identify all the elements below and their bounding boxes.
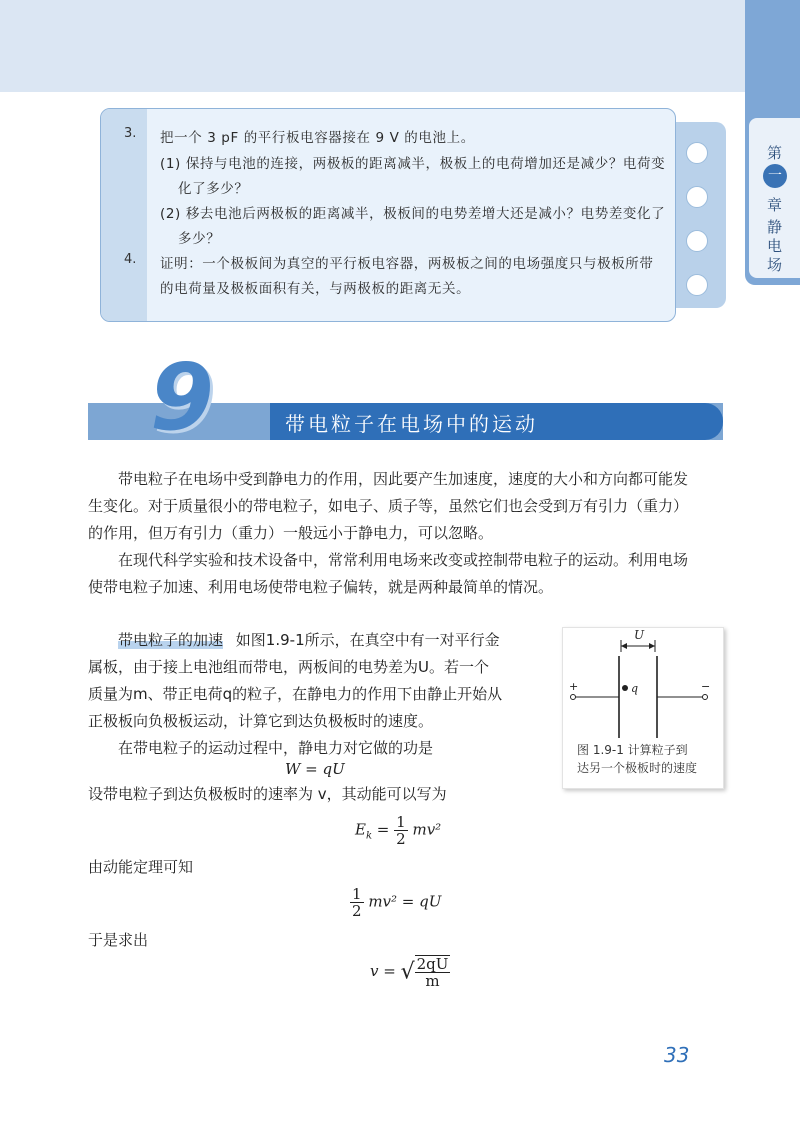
paragraph-4: 在带电粒子的运动过程中，静电力对它做的功是 <box>118 739 434 757</box>
label-plus: + <box>569 680 579 693</box>
paragraph-1-line-1: 带电粒子在电场中受到静电力的作用，因此要产生加速度，速度的大小和方向都可能发 <box>118 470 689 488</box>
paragraph-3-line-2: 属板，由于接上电池组而带电，两板间的电势差为U。若一个 <box>88 658 489 676</box>
formula-symbol: E <box>355 820 366 839</box>
paragraph-7: 于是求出 <box>88 931 149 949</box>
section-number: 9 <box>150 344 215 451</box>
header-band <box>0 0 745 92</box>
exercise-3-part1-line1: (1) 保持与电池的连接，两极板的距离减半，极板上的电荷增加还是减少？电荷变 <box>160 156 666 172</box>
formula-rhs: mv² <box>412 820 442 839</box>
fraction-denominator: m <box>425 972 440 990</box>
chapter-name-char: 电 <box>766 237 782 255</box>
chapter-zhang: 章 <box>766 196 782 214</box>
chapter-tab-inner <box>749 118 800 278</box>
exercise-3-text: 把一个 3 pF 的平行板电容器接在 9 V 的电池上。 <box>160 130 475 146</box>
exercise-3-part1-line2: 化了多少？ <box>178 181 249 197</box>
chapter-side-tab <box>745 0 800 285</box>
binder-hole <box>686 142 708 164</box>
figure-caption-line-1: 图 1.9-1 计算粒子到 <box>577 743 688 757</box>
paragraph-1-line-2: 生变化。对于质量很小的带电粒子，如电子、质子等，虽然它们也会受到万有引力（重力） <box>88 497 689 515</box>
paragraph-3-line-3: 质量为m、带正电荷q的粒子，在静电力的作用下由静止开始从 <box>88 685 503 703</box>
formula-fraction <box>394 814 408 847</box>
fraction-denominator: 2 <box>352 902 362 920</box>
fraction-numerator: 1 <box>396 813 406 831</box>
exercise-number-4: 4. <box>124 252 137 267</box>
formula-subscript: k <box>365 830 373 842</box>
paragraph-2-line-2: 使带电粒子加速、利用电场使带电粒子偏转，就是两种最简单的情况。 <box>88 578 554 596</box>
binder-hole <box>686 186 708 208</box>
exercise-number-3: 3. <box>124 126 137 141</box>
paragraph-2-line-1: 在现代科学实验和技术设备中，常常利用电场来改变或控制带电粒子的运动。利用电场 <box>118 551 689 569</box>
binder-hole <box>686 274 708 296</box>
exercise-4-line2: 的电荷量及极板面积有关，与两极板的距离无关。 <box>160 281 471 297</box>
paragraph-1-line-3: 的作用，但万有引力（重力）一般远小于静电力，可以忽略。 <box>88 524 494 542</box>
exercise-3-part2-line1: (2) 移去电池后两极板的距离减半，极板间的电势差增大还是减小？电势差变化了 <box>160 206 666 222</box>
paragraph-3-line-4: 正极板向负极板运动，计算它到达负极板时的速度。 <box>88 712 434 730</box>
formula-equals: = <box>376 820 390 839</box>
section-title: 带电粒子在电场中的运动 <box>285 412 538 436</box>
chapter-name-char: 静 <box>766 218 782 236</box>
chapter-name <box>749 218 800 275</box>
formula-velocity <box>370 955 450 989</box>
charged-particle <box>622 685 628 691</box>
formula-work: W = qU <box>285 760 345 778</box>
sqrt-symbol: √ <box>400 959 415 985</box>
label-u: U <box>634 628 645 642</box>
formula-rhs: mv² = qU <box>368 892 442 911</box>
formula-lhs: v = <box>370 962 396 980</box>
formula-kinetic-energy <box>355 814 441 847</box>
exercise-4-line1: 证明：一个极板间为真空的平行板电容器，两极板之间的电场强度只与极板所带 <box>160 256 654 272</box>
fraction-denominator: 2 <box>396 830 406 848</box>
fraction-numerator: 2qU <box>416 955 449 973</box>
paragraph-3-text: 如图1.9-1所示，在真空中有一对平行金 <box>235 631 500 649</box>
chapter-name-char: 场 <box>766 256 782 274</box>
label-minus: − <box>701 680 711 693</box>
figure-caption-line-2: 达另一个极板时的速度 <box>577 761 698 775</box>
page-number: 33 <box>664 1043 690 1067</box>
chapter-number-badge: 一 <box>763 164 787 188</box>
formula-fraction <box>350 886 364 919</box>
chapter-di: 第 <box>766 144 782 162</box>
paragraph-5: 设带电粒子到达负极板时的速率为 v，其动能可以写为 <box>88 785 447 803</box>
exercise-3-part2-line2: 多少？ <box>178 231 221 247</box>
label-q: q <box>631 682 639 695</box>
fraction-numerator: 1 <box>352 885 362 903</box>
formula-energy-theorem <box>350 886 441 919</box>
formula-fraction <box>415 955 451 989</box>
paragraph-3-line-1 <box>118 629 500 650</box>
subsection-heading: 带电粒子的加速 <box>118 631 224 649</box>
binder-hole <box>686 230 708 252</box>
paragraph-6: 由动能定理可知 <box>88 858 194 876</box>
